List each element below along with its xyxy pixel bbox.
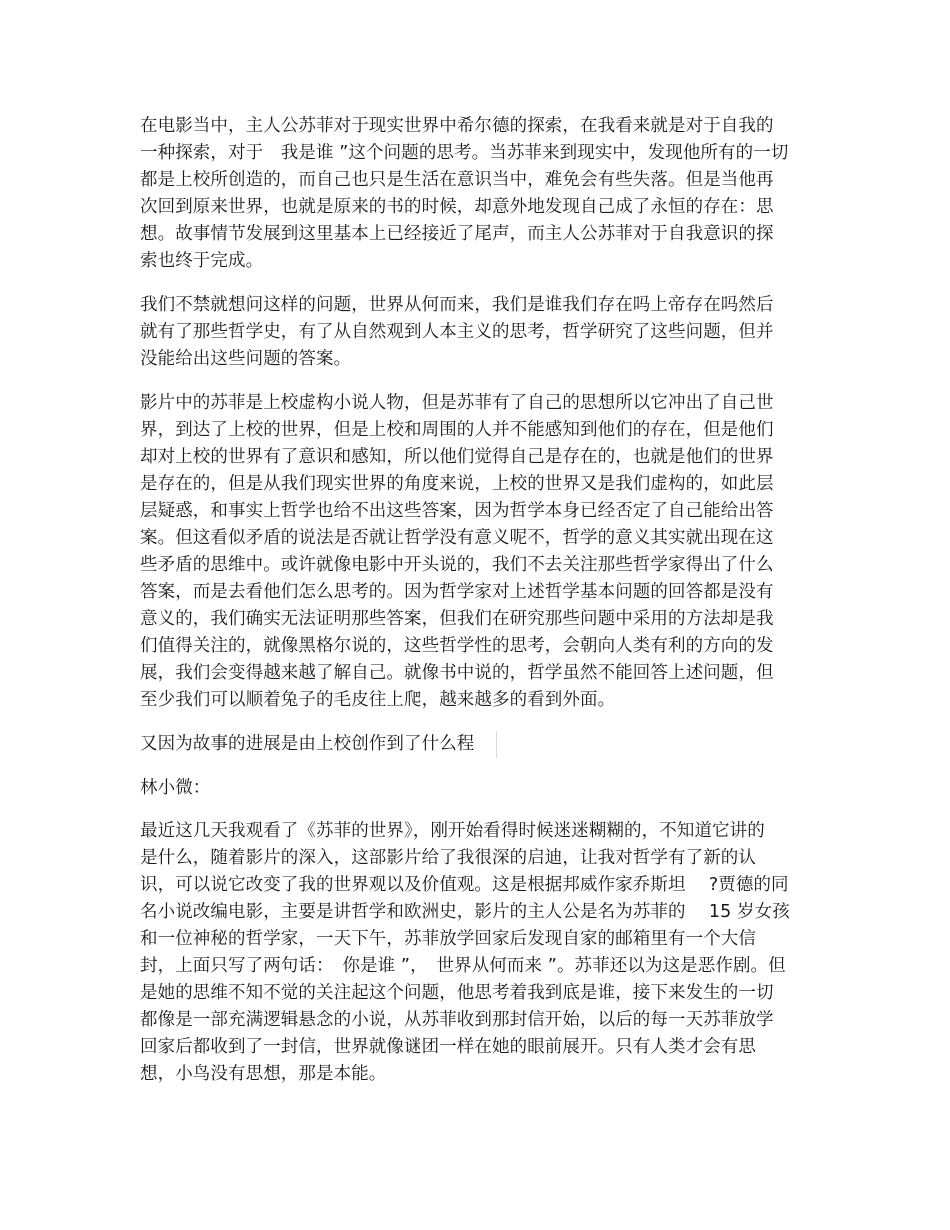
- text-line: 想，小鸟没有思想，那是本能。: [140, 1064, 387, 1084]
- text-line: 名小说改编电影，主要是讲哲学和欧洲史，影片的主人公是名为苏菲的 15 岁女孩: [140, 902, 790, 922]
- author-heading: [140, 775, 820, 802]
- text-line: 最近这几天我观看了《苏菲的世界》，刚开始看得时候迷迷糊糊的，不知道它讲的: [140, 821, 765, 841]
- text-line: 一种探索，对于 我是谁 ”这个问题的思考。当苏菲来到现实中，发现他所有的一切: [140, 143, 789, 163]
- text-line: 都像是一部充满逻辑悬念的小说，从苏菲收到那封信开始，以后的每一天苏菲放学: [140, 1010, 774, 1030]
- text-line: 我们不禁就想问这样的问题，世界从何而来，我们是谁我们存在吗上帝存在吗然后: [140, 295, 774, 315]
- text-line: 影片中的苏菲是上校虚构小说人物，但是苏菲有了自己的思想所以它冲出了自己世: [140, 393, 774, 413]
- text-line: 想。故事情节发展到这里基本上已经接近了尾声，而主人公苏菲对于自我意识的探: [140, 224, 774, 244]
- text-line: 展，我们会变得越来越了解自己。就像书中说的，哲学虽然不能回答上述问题，但: [140, 663, 774, 683]
- text-line: 识，可以说它改变了我的世界观以及价值观。这是根据邦威作家乔斯坦 ?贾德的同: [140, 875, 789, 895]
- text-line: 在电影当中，主人公苏菲对于现实世界中希尔德的探索，在我看来就是对于自我的: [140, 116, 774, 136]
- paragraph-fragment: [140, 731, 820, 758]
- text-line: 是存在的，但是从我们现实世界的角度来说，上校的世界又是我们虚构的，如此层: [140, 474, 774, 494]
- text-line: 答案，而是去看他们怎么思考的。因为哲学家对上述哲学基本问题的回答都是没有: [140, 582, 774, 602]
- text-line: 是她的思维不知不觉的关注起这个问题，他思考着我到底是谁，接下来发生的一切: [140, 983, 774, 1003]
- text-line: 是什么，随着影片的深入，这部影片给了我很深的启迪，让我对哲学有了新的认: [140, 848, 756, 868]
- text-line: 界，到达了上校的世界，但是上校和周围的人并不能感知到他们的存在，但是他们: [140, 420, 774, 440]
- text-line: 索也终于完成。: [140, 251, 264, 271]
- text-line: 层疑惑，和事实上哲学也给不出这些答案，因为哲学本身已经否定了自己能给出答: [140, 501, 774, 521]
- text-line: 就有了那些哲学史，有了从自然观到人本主义的思考，哲学研究了这些问题，但并: [140, 322, 774, 342]
- text-line: 至少我们可以顺着兔子的毛皮往上爬，越来越多的看到外面。: [140, 690, 616, 710]
- text-line: 回家后都收到了一封信，世界就像谜团一样在她的眼前展开。只有人类才会有思: [140, 1037, 756, 1057]
- text-line: 却对上校的世界有了意识和感知，所以他们觉得自己是存在的，也就是他们的世界: [140, 447, 774, 467]
- paragraph-self-exploration: [140, 113, 820, 275]
- text-line: 封，上面只写了两句话： 你是谁 ”， 世界从何而来 ”。苏菲还以为这是恶作剧。但: [140, 956, 786, 976]
- paragraph-review: [140, 818, 820, 1088]
- text-line: 都是上校所创造的，而自己也只是生活在意识当中，难免会有些失落。但是当他再: [140, 170, 774, 190]
- text-line: 们值得关注的，就像黑格尔说的，这些哲学性的思考，会朝向人类有利的方向的发: [140, 636, 774, 656]
- paragraph-questions: [140, 292, 820, 373]
- author-name: 林小微：: [140, 778, 211, 798]
- text-line: 和一位神秘的哲学家，一天下午，苏菲放学回家后发现自家的邮箱里有一个大信: [140, 929, 756, 949]
- text-line: 案。但这看似矛盾的说法是否就让哲学没有意义呢不，哲学的意义其实就出现在这: [140, 528, 774, 548]
- text-line: 次回到原来世界，也就是原来的书的时候，却意外地发现自己成了永恒的存在：思: [140, 197, 774, 217]
- document-body: [140, 113, 820, 1105]
- text-line: 没能给出这些问题的答案。: [140, 349, 352, 369]
- text-line: 些矛盾的思维中。或许就像电影中开头说的，我们不去关注那些哲学家得出了什么: [140, 555, 774, 575]
- text-line: 意义的，我们确实无法证明那些答案，但我们在研究那些问题中采用的方法却是我: [140, 609, 774, 629]
- paragraph-philosophy: [140, 390, 820, 714]
- text-line: [140, 731, 820, 758]
- fragment-text: 又因为故事的进展是由上校创作到了什么程: [140, 731, 497, 758]
